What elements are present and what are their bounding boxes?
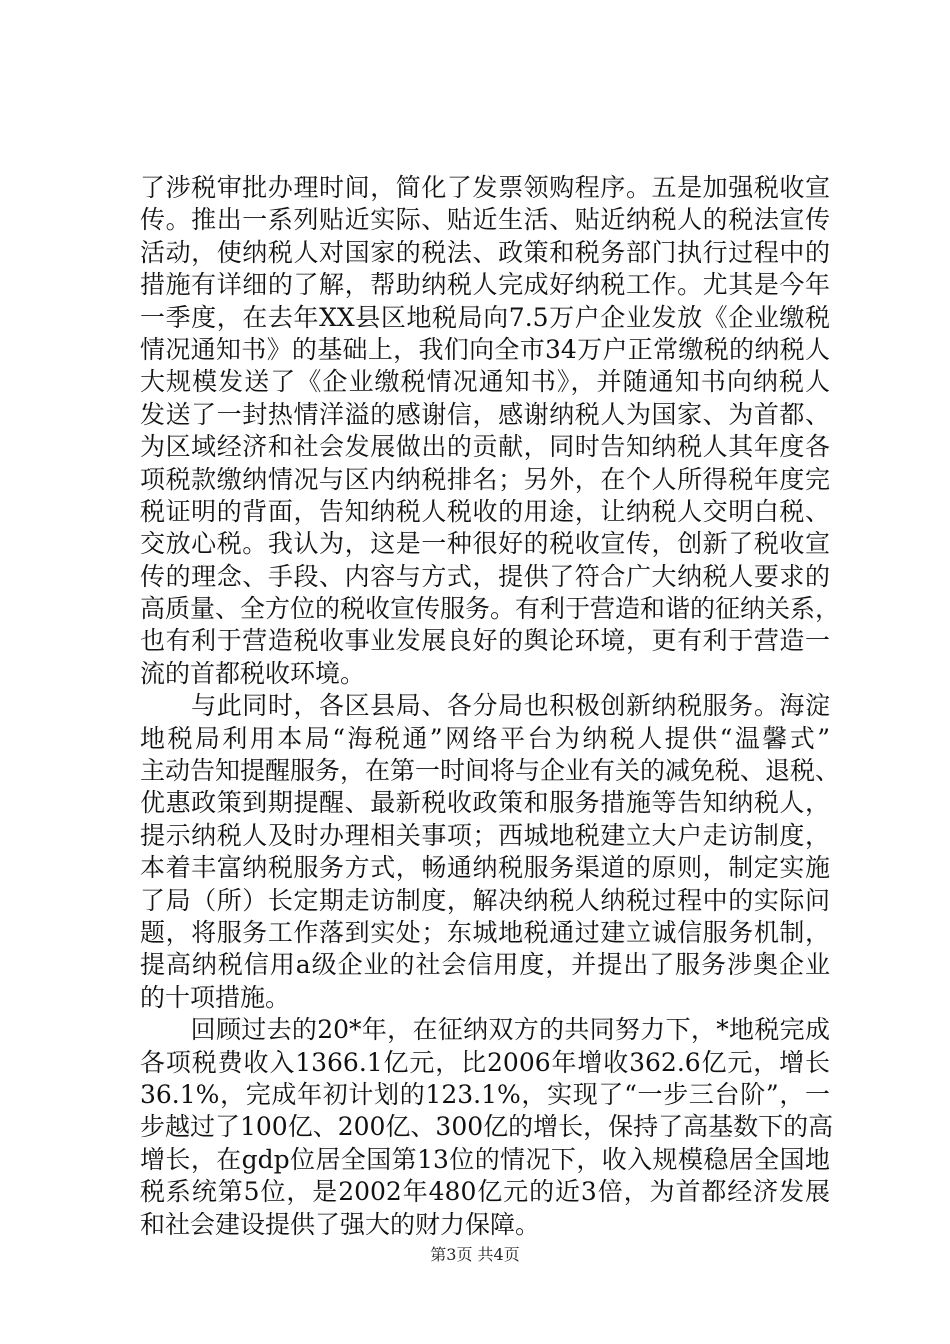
text-line: 了局（所）长定期走访制度，解决纳税人纳税过程中的实际问	[140, 885, 830, 915]
text-line: 措施有详细的了解，帮助纳税人完成好纳税工作。尤其是今年	[140, 270, 830, 300]
text-line: 流的首都税收环境。	[140, 658, 366, 688]
text-line: 提高纳税信用a级企业的社会信用度，并提出了服务涉奥企业	[140, 950, 830, 980]
text-line: 各项税费收入1366.1亿元，比2006年增收362.6亿元，增长	[140, 1047, 830, 1077]
text-line: 税证明的背面，告知纳税人税收的用途，让纳税人交明白税、	[140, 496, 830, 526]
text-line: 了涉税审批办理时间，简化了发票领购程序。五是加强税收宣	[140, 173, 830, 202]
text-line: 主动告知提醒服务，在第一时间将与企业有关的减免税、退税、	[140, 756, 841, 786]
text-line: 的十项措施。	[140, 982, 291, 1012]
text-line: 和社会建设提供了强大的财力保障。	[140, 1209, 541, 1239]
text-line: 高质量、全方位的税收宣传服务。有利于营造和谐的征纳关系，	[140, 594, 841, 624]
paragraph-2	[140, 690, 841, 1014]
paragraph-3	[140, 1014, 834, 1241]
text-line: 为区域经济和社会发展做出的贡献，同时告知纳税人其年度各	[140, 432, 830, 462]
text-line: 提示纳税人及时办理相关事项；西城地税建立大户走访制度，	[140, 820, 830, 850]
text-line: 题，将服务工作落到实处；东城地税通过建立诚信服务机制，	[140, 917, 830, 947]
text-line: 36.1%，完成年初计划的123.1%，实现了“一步三台阶”，一	[140, 1079, 830, 1109]
text-line: 传。推出一系列贴近实际、贴近生活、贴近纳税人的税法宣传	[140, 205, 830, 235]
text-line: 回顾过去的20*年，在征纳双方的共同努力下，*地税完成	[140, 1015, 830, 1045]
text-line: 步越过了100亿、200亿、300亿的增长，保持了高基数下的高	[140, 1112, 834, 1142]
body-text	[140, 172, 841, 1241]
text-line: 也有利于营造税收事业发展良好的舆论环境，更有利于营造一	[140, 626, 830, 656]
text-line: 活动，使纳税人对国家的税法、政策和税务部门执行过程中的	[140, 237, 830, 267]
page-number-label: 第3页 共4页	[430, 1245, 520, 1264]
text-line: 增长，在gdp位居全国第13位的情况下，收入规模稳居全国地	[140, 1144, 830, 1174]
text-line: 税系统第5位，是2002年480亿元的近3倍，为首都经济发展	[140, 1177, 830, 1207]
text-line: 交放心税。我认为，这是一种很好的税收宣传，创新了税收宣	[140, 529, 830, 559]
text-line: 发送了一封热情洋溢的感谢信，感谢纳税人为国家、为首都、	[140, 399, 830, 429]
text-line: 优惠政策到期提醒、最新税收政策和服务措施等告知纳税人，	[140, 788, 830, 818]
text-line: 本着丰富纳税服务方式，畅通纳税服务渠道的原则，制定实施	[140, 853, 830, 883]
text-line: 地税局利用本局“海税通”网络平台为纳税人提供“温馨式”	[140, 723, 830, 753]
text-line: 传的理念、手段、内容与方式，提供了符合广大纳税人要求的	[140, 561, 830, 591]
paragraph-1	[140, 172, 841, 690]
page-footer	[0, 1242, 950, 1265]
text-line: 情况通知书》的基础上，我们向全市34万户正常缴税的纳税人	[140, 334, 830, 364]
text-line: 一季度，在去年XX县区地税局向7.5万户企业发放《企业缴税	[140, 302, 830, 332]
text-line: 大规模发送了《企业缴税情况通知书》，并随通知书向纳税人	[140, 367, 830, 397]
text-line: 与此同时，各区县局、各分局也积极创新纳税服务。海淀	[140, 691, 830, 721]
text-line: 项税款缴纳情况与区内纳税排名；另外，在个人所得税年度完	[140, 464, 830, 494]
